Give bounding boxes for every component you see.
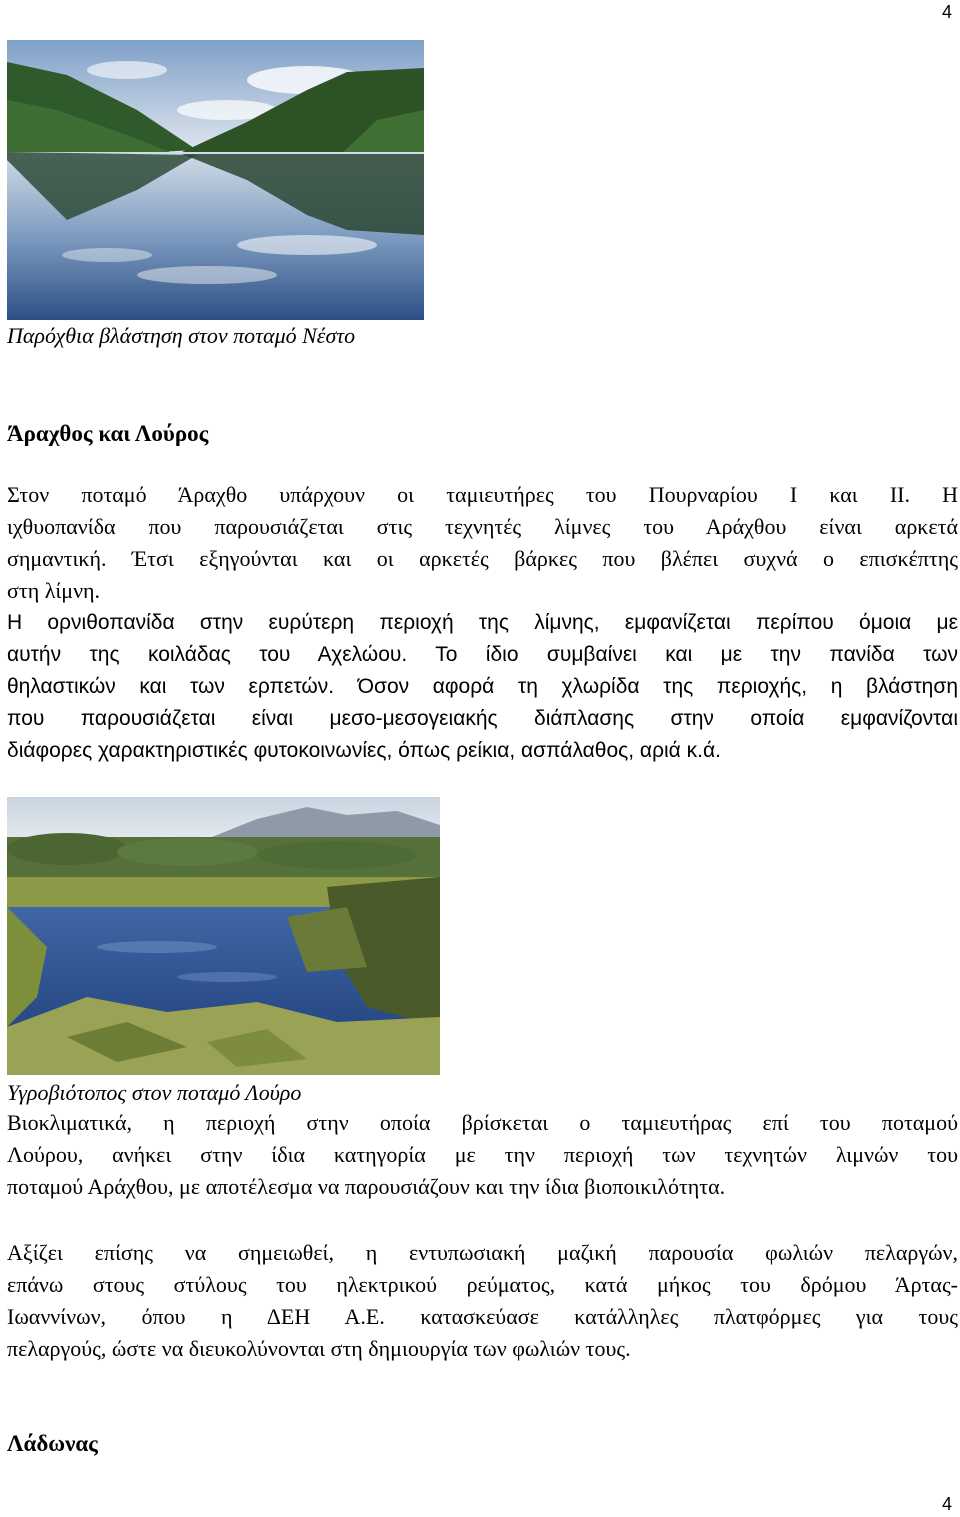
section-heading-arachthos-louros: Άραχθος και Λούρος — [7, 421, 209, 446]
text-line: Στον ποταμό Άραχθο υπάρχουν οι ταμιευτήρες του Πουρναρίου Ι και ΙΙ. Η — [7, 482, 958, 507]
louros-photo-caption: Υγροβιότοπος στον ποταμό Λούρο — [7, 1080, 302, 1105]
text-line: ιχθυοπανίδα που παρουσιάζεται στις τεχνητές λίμνες του Αράχθου είναι αρκετά — [7, 514, 958, 539]
text-line: ποταμού Αράχθου, με αποτέλεσμα να παρουσιάζουν και την ίδια βιοποικιλότητα. — [7, 1174, 726, 1199]
arachthos-paragraph — [7, 479, 958, 767]
nesto-river-photo — [7, 40, 424, 320]
louros-wetland-photo — [7, 797, 440, 1075]
text-line: Ιωαννίνων, όπου η ΔΕΗ Α.Ε. κατασκεύασε κατάλληλες πλατφόρμες για τους — [7, 1304, 958, 1329]
text-line: Λούρου, ανήκει στην ίδια κατηγορία με την περιοχή των τεχνητών λιμνών του — [7, 1142, 958, 1167]
text-line: Βιοκλιματικά, η περιοχή στην οποία βρίσκεται ο ταμιευτήρας επί του ποταμού — [7, 1110, 958, 1135]
text-line: διάφορες χαρακτηριστικές φυτοκοινωνίες, όπως ρείκια, ασπάλαθος, αριά κ.ά. — [7, 739, 721, 762]
louros-paragraph-2 — [7, 1237, 958, 1365]
text-line: στη λίμνη. — [7, 578, 101, 603]
text-line: που παρουσιάζεται είναι μεσο-μεσογειακής διάπλασης στην οποία εμφανίζονται — [7, 707, 958, 730]
nesto-photo-caption: Παρόχθια βλάστηση στον ποταμό Νέστο — [7, 323, 356, 348]
text-line: Η ορνιθοπανίδα στην ευρύτερη περιοχή της λίμνης, εμφανίζεται περίπου όμοια με — [7, 611, 958, 634]
text-line: αυτήν της κοιλάδας του Αχελώου. Το ίδιο συμβαίνει και με την πανίδα των — [7, 643, 958, 666]
text-line: πελαργούς, ώστε να διευκολύνονται στη δημιουργία των φωλιών τους. — [7, 1336, 631, 1361]
page-number-top: 4 — [941, 2, 952, 22]
text-line: Αξίζει επίσης να σημειωθεί, η εντυπωσιακή μαζική παρουσία φωλιών πελαργών, — [7, 1240, 958, 1265]
text-line: σημαντική. Έτσι εξηγούνται και οι αρκετές βάρκες που βλέπει συχνά ο επισκέπτης — [7, 546, 958, 571]
louros-paragraph-1 — [7, 1107, 958, 1203]
text-line: επάνω στους στύλους του ηλεκτρικού ρεύματος, κατά μήκος του δρόμου Άρτας- — [7, 1272, 958, 1297]
section-heading-ladonas: Λάδωνας — [7, 1431, 98, 1456]
text-line: θηλαστικών και των ερπετών. Όσον αφορά τη χλωρίδα της περιοχής, η βλάστηση — [7, 675, 958, 698]
page-number-bottom: 4 — [941, 1494, 952, 1514]
